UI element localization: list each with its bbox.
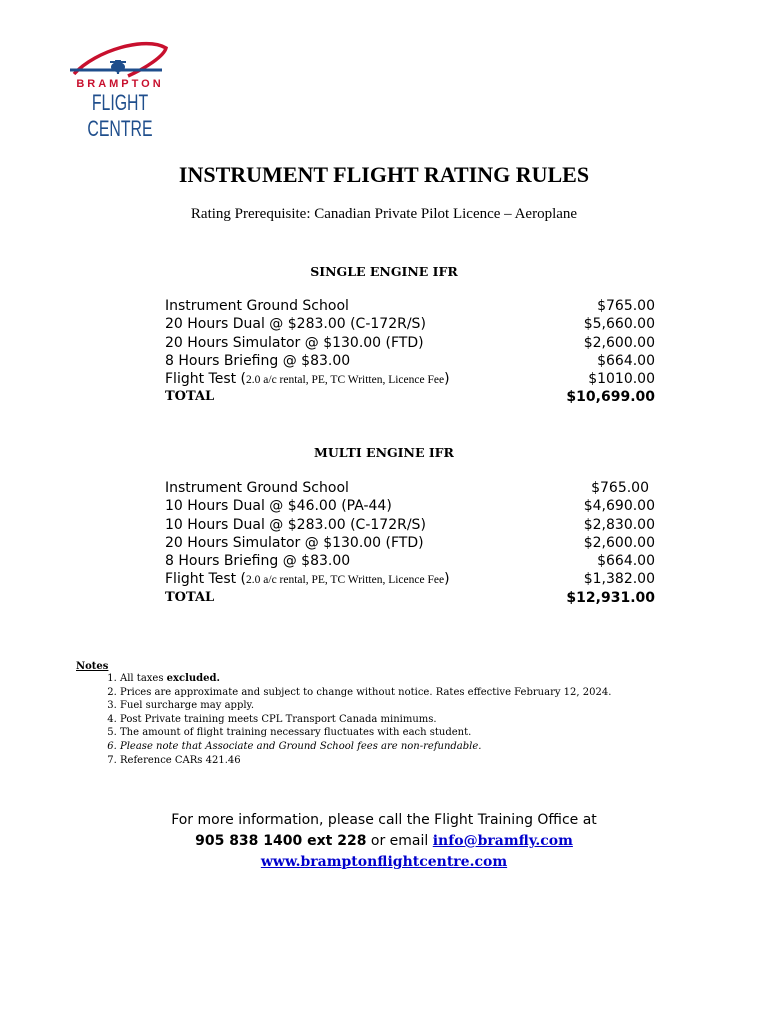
price-row [165,315,655,333]
email-link[interactable]: info@bramfly.com [432,833,573,849]
flight-test-detail: 2.0 a/c rental, PE, TC Written, Licence Fee [246,374,445,387]
price-row [165,297,655,315]
item-label: Instrument Ground School [165,480,349,496]
note-item: 4. Post Private training meets CPL Transport Canada minimums. [120,713,716,727]
item-label: 20 Hours Simulator @ $130.00 (FTD) [165,534,424,551]
price-row [165,334,655,352]
note-item: 5. The amount of flight training necessary fluctuates with each student. [120,726,716,740]
item-amount: $2,600.00 [583,334,655,351]
flight-test-label: Flight Test ( [165,571,247,588]
multi-engine-heading: MULTI ENGINE IFR [314,445,454,460]
note-item: 3. Fuel surcharge may apply. [120,699,716,713]
price-row-flight-test [165,370,655,388]
total-row [165,388,655,406]
flight-test-close: ) [444,371,450,388]
flight-test-label: Flight Test ( [165,371,247,388]
item-label: 8 Hours Briefing @ $83.00 [165,352,351,369]
notes-title: Notes [76,661,109,672]
item-amount: $1010.00 [588,371,655,388]
contact-intro: For more information, please call the Flight Training Office at [171,812,597,828]
item-amount: $1,382.00 [583,571,655,588]
item-label: 8 Hours Briefing @ $83.00 [165,553,351,570]
multi-engine-price-list [165,479,655,607]
total-label: TOTAL [165,589,215,605]
item-amount: $765.00 [591,480,649,496]
price-row [165,534,655,552]
price-row-flight-test [165,570,655,588]
item-label: 20 Hours Dual @ $283.00 (C-172R/S) [165,316,426,333]
item-label [165,570,450,588]
or-email-text: or email [366,833,433,849]
total-amount: $10,699.00 [566,389,655,406]
price-row [165,516,655,534]
brampton-flight-centre-logo [66,40,172,141]
airplane-swoosh-icon [66,40,172,80]
website-line [0,854,768,870]
item-label: 20 Hours Simulator @ $130.00 (FTD) [165,334,424,351]
note-item: 7. Reference CARs 421.46 [120,754,716,768]
note-item: 2. Prices are approximate and subject to change without notice. Rates effective February 12, 2024. [120,686,716,700]
price-row [165,552,655,570]
item-amount: $4,690.00 [583,498,655,515]
price-row [165,497,655,515]
note-text: All taxes [120,673,167,684]
website-link[interactable]: www.bramptonflightcentre.com [260,854,508,870]
single-engine-price-list [165,297,655,407]
item-label: Instrument Ground School [165,298,349,314]
price-row [165,479,655,497]
item-label: 10 Hours Dual @ $283.00 (C-172R/S) [165,516,426,533]
total-amount: $12,931.00 [566,589,655,606]
flight-test-close: ) [444,571,450,588]
logo-line-brampton: BRAMPTON [76,78,164,90]
item-label [165,370,450,388]
single-engine-heading: SINGLE ENGINE IFR [310,264,458,279]
contact-phone-email-line [0,833,768,849]
note-bold-text: excluded. [166,673,220,684]
item-amount: $2,830.00 [583,516,655,533]
price-row [165,352,655,370]
item-label: 10 Hours Dual @ $46.00 (PA-44) [165,498,392,515]
logo-line-flight-centre: FLIGHT CENTRE [87,90,153,141]
total-row [165,589,655,607]
page-title: INSTRUMENT FLIGHT RATING RULES [178,162,590,187]
note-item: 6. Please note that Associate and Ground School fees are non-refundable. [120,740,716,754]
item-amount: $2,600.00 [583,534,655,551]
item-amount: $664.00 [597,352,655,369]
total-label: TOTAL [165,389,215,405]
item-amount: $5,660.00 [583,316,655,333]
note-item [120,672,716,686]
phone-number[interactable]: 905 838 1400 ext 228 [195,833,367,849]
item-amount: $765.00 [597,298,655,314]
item-amount: $664.00 [597,553,655,570]
rating-prerequisite: Rating Prerequisite: Canadian Private Pilot Licence – Aeroplane [190,206,578,222]
notes-section [76,661,716,767]
flight-test-detail: 2.0 a/c rental, PE, TC Written, Licence Fee [246,574,445,587]
notes-list [76,672,716,767]
